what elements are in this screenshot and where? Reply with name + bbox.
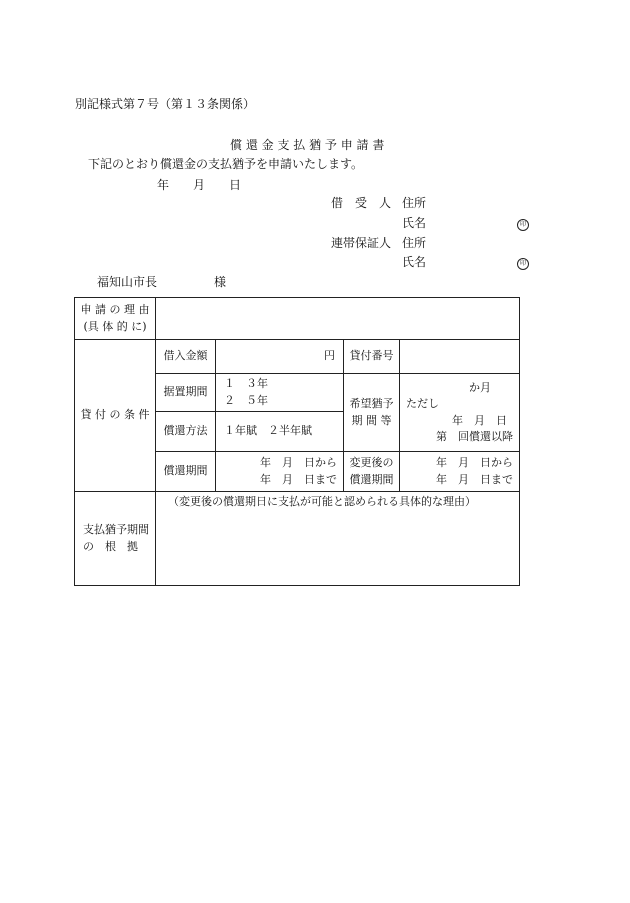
basis-label-cell: 支払猶予期間 の 根 拠: [75, 492, 156, 586]
loan-number-label: 貸付番号: [344, 340, 400, 374]
guarantor-role: 連帯保証人: [331, 236, 392, 250]
desired-deferment-label: 希望猶予 期 間 等: [344, 374, 400, 452]
reason-value-cell[interactable]: [156, 298, 520, 340]
period-from: 年 月 日から: [260, 456, 337, 469]
deferment-option-1: １ ３年: [224, 377, 268, 390]
borrower-seal-icon: 印: [517, 217, 529, 231]
changed-period-label: 変更後の 償還期間: [344, 452, 400, 492]
months-unit: か月: [469, 380, 491, 394]
deferment-option-2: ２ ５年: [224, 393, 268, 407]
loan-amount-row: [75, 340, 520, 374]
reason-label-cell: [75, 298, 156, 340]
loan-amount-cell[interactable]: [216, 340, 344, 374]
basis-value-cell[interactable]: [156, 492, 520, 586]
intro-text: 下記のとおり償還金の支払猶予を申請いたします。: [88, 157, 364, 171]
reason-row: [75, 298, 520, 340]
application-table: [74, 297, 520, 586]
guarantor-seal-icon: 印: [517, 256, 529, 270]
form-number: 別記様式第７号（第１３条関係）: [75, 97, 256, 111]
borrower-role: 借 受 人: [331, 196, 392, 210]
changed-from: 年 月 日から: [436, 456, 513, 469]
basis-note: （変更後の償還期日に支払が可能と認められる具体的な理由）: [168, 495, 476, 508]
repayment-from-text: 第 回償還以降: [436, 430, 513, 443]
repayment-period-label: 償還期間: [156, 452, 216, 492]
loan-amount-label: 借入金額: [156, 340, 216, 374]
borrower-address-label: 住所: [402, 196, 427, 210]
document-title: 償 還 金 支 払 猶 予 申 請 書: [230, 138, 385, 152]
addressee-name: 福知山市長: [97, 275, 158, 289]
borrower-name-label: 氏名: [402, 216, 427, 230]
desired-deferment-cell[interactable]: [400, 374, 520, 452]
reason-label-line1: 申 請 の 理 由: [80, 303, 150, 316]
reason-label-line2: (具 体 的 に): [83, 319, 147, 333]
period-to: 年 月 日まで: [260, 472, 337, 486]
yen-unit: 円: [324, 349, 335, 363]
deferment-options-cell[interactable]: [216, 374, 344, 412]
repayment-period-cell[interactable]: [216, 452, 344, 492]
application-date: 年 月 日: [157, 178, 242, 192]
tadashi-text: ただし: [406, 397, 439, 410]
changed-to: 年 月 日まで: [436, 472, 513, 486]
guarantor-name-label: 氏名: [402, 255, 427, 269]
changed-period-cell[interactable]: [400, 452, 520, 492]
conditions-label: 貸 付 の 条 件: [75, 340, 156, 492]
guarantor-address-label: 住所: [402, 236, 427, 250]
basis-row: [75, 492, 520, 586]
repayment-method-label: 償還方法: [156, 412, 216, 452]
desired-date: 年 月 日: [452, 413, 507, 427]
loan-number-cell[interactable]: [400, 340, 520, 374]
addressee-honorific: 様: [214, 275, 227, 289]
deferment-label: 据置期間: [156, 374, 216, 412]
repayment-method-value[interactable]: １年賦 ２半年賦: [216, 412, 344, 452]
